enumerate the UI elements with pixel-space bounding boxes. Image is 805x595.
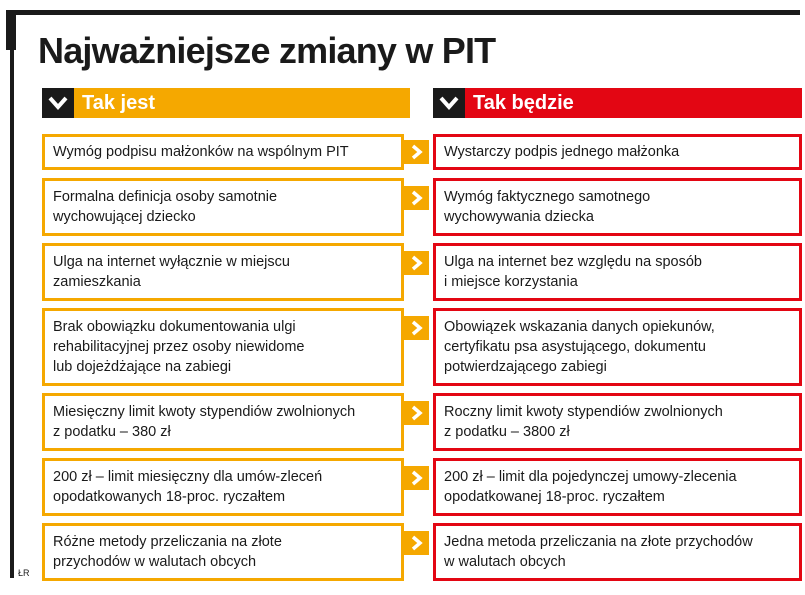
header-future [433, 88, 802, 118]
header-current [42, 88, 410, 118]
current-rule: Brak obowiązku dokumentowania ulgi rehabilitacyjnej przez osoby niewidome lub dojeżdżające na zabiegi [42, 308, 404, 386]
header-current-label: Tak jest [82, 91, 155, 114]
header-future-label: Tak będzie [473, 91, 574, 114]
frame-left-rule [10, 10, 14, 578]
current-rule: Różne metody przeliczania na złote przychodów w walutach obcych [42, 523, 404, 581]
page-title: Najważniejsze zmiany w PIT [38, 30, 496, 71]
chevron-down-icon [433, 88, 465, 118]
chevron-right-icon [404, 251, 429, 275]
chevron-right-icon [404, 466, 429, 490]
chevron-down-icon [42, 88, 74, 118]
current-rule: 200 zł – limit miesięczny dla umów-zleceń opodatkowanych 18-proc. ryczałtem [42, 458, 404, 516]
chevron-right-icon [404, 140, 429, 164]
frame-top-rule [10, 10, 800, 15]
frame-corner-block [6, 10, 16, 50]
future-rule: Obowiązek wskazania danych opiekunów, certyfikatu psa asystującego, dokumentu potwierdzającego zabiegi [433, 308, 802, 386]
current-rule: Ulga na internet wyłącznie w miejscu zamieszkania [42, 243, 404, 301]
chevron-right-icon [404, 186, 429, 210]
future-rule: 200 zł – limit dla pojedynczej umowy-zlecenia opodatkowanej 18-proc. ryczałtem [433, 458, 802, 516]
future-rule: Jedna metoda przeliczania na złote przychodów w walutach obcych [433, 523, 802, 581]
chevron-right-icon [404, 401, 429, 425]
future-rule: Ulga na internet bez względu na sposób i miejsce korzystania [433, 243, 802, 301]
future-rule: Roczny limit kwoty stypendiów zwolnionych z podatku – 3800 zł [433, 393, 802, 451]
future-rule: Wystarczy podpis jednego małżonka [433, 134, 802, 170]
chevron-right-icon [404, 316, 429, 340]
future-rule: Wymóg faktycznego samotnego wychowywania dziecka [433, 178, 802, 236]
chevron-right-icon [404, 531, 429, 555]
current-rule: Miesięczny limit kwoty stypendiów zwolnionych z podatku – 380 zł [42, 393, 404, 451]
current-rule: Formalna definicja osoby samotnie wychowującej dziecko [42, 178, 404, 236]
author-credit: ŁR [18, 568, 30, 578]
current-rule: Wymóg podpisu małżonków na wspólnym PIT [42, 134, 404, 170]
